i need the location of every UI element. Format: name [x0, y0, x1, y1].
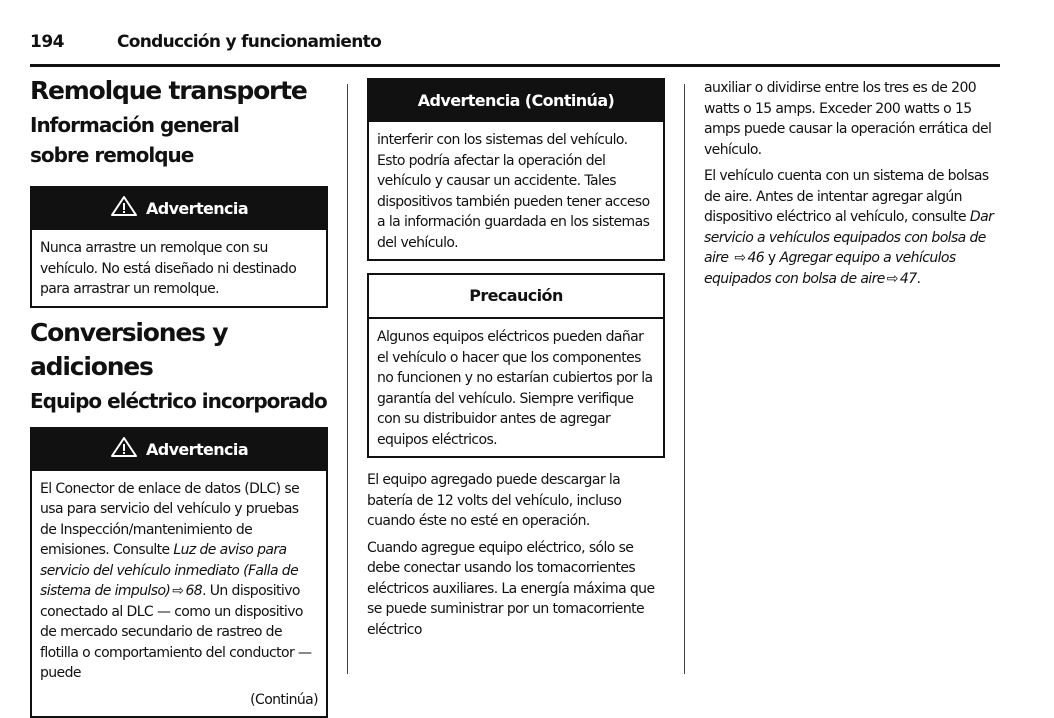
warning-triangle-icon [110, 195, 138, 217]
page-header [30, 30, 1000, 67]
heading-equipo-electrico: Equipo eléctrico incorporado [30, 386, 328, 416]
warning-box-dlc [30, 427, 328, 718]
page-ref-number[interactable]: 47 [900, 271, 917, 287]
page-ref-arrow-icon: ⇨ [887, 269, 898, 290]
warning-header: Advertencia (Continúa) [369, 80, 663, 122]
warning-title: Advertencia [146, 440, 248, 459]
caution-header: Precaución [369, 275, 663, 319]
page-ref-arrow-icon: ⇨ [734, 248, 745, 269]
section-title: Conducción y funcionamiento [117, 32, 381, 52]
paragraph-battery: El equipo agregado puede descargar la batería de 12 volts del vehículo, incluso cuando éste no esté en operación. [367, 470, 665, 532]
warning-body: Nunca arrastre un remolque con su vehículo. No está diseñado ni destinado para arrastrar un remolque. [32, 230, 326, 306]
warning-triangle-icon [110, 436, 138, 458]
column-divider [684, 84, 685, 674]
column-middle [367, 78, 665, 646]
column-right [704, 78, 1004, 295]
paragraph-text: El vehículo cuenta con un sistema de bolsas de aire. Antes de intentar agregar algún dispositivo eléctrico al vehículo, consulte [704, 168, 989, 225]
warning-header [32, 429, 326, 471]
heading-info-remolque: Información general sobre remolque [30, 110, 280, 170]
caution-body: Algunos equipos eléctricos pueden dañar el vehículo o hacer que los componentes no funcionen y no estarían cubiertos por la garantía del vehículo. Siempre verifique con su distribuidor antes de agregar equipos eléctricos. [369, 319, 663, 456]
warning-header [32, 188, 326, 230]
paragraph-watts: auxiliar o dividirse entre los tres es de 200 watts o 15 amps. Exceder 200 watts o 15 amps puede causar la operación errática del vehículo. [704, 78, 1004, 160]
page-number: 194 [30, 32, 64, 52]
continued-label: (Continúa) [40, 690, 318, 711]
page-ref-number[interactable]: 68 [185, 583, 202, 599]
paragraph-text: y [764, 250, 779, 266]
warning-body: interferir con los sistemas del vehículo. Esto podría afectar la operación del vehículo y causar un accidente. Tales dispositivos también pueden tener acceso a la información guardada en los sistemas del vehículo. [369, 122, 663, 259]
paragraph-airbags [704, 166, 1004, 289]
warning-body [32, 471, 326, 717]
warning-text: El Conector de enlace de datos (DLC) se usa para servicio del vehículo y pruebas de Inspección/mantenimiento de emisiones. Consulte [40, 481, 299, 559]
link-luz-aviso[interactable]: Luz de aviso para servicio del vehículo inmediato (Falla de sistema de impulso) [40, 542, 298, 599]
warning-box-continued [367, 78, 665, 261]
warning-box-towing [30, 186, 328, 308]
column-divider [347, 84, 348, 674]
link-dar-servicio[interactable]: Dar servicio a vehículos equipados con bolsa de aire [704, 209, 993, 266]
page-ref-number[interactable]: 46 [747, 250, 764, 266]
warning-text: . Un dispositivo conectado al DLC — como un dispositivo de mercado secundario de rastreo de flotilla o comportamiento del conductor — puede [40, 583, 311, 681]
page-ref-arrow-icon: ⇨ [172, 581, 183, 602]
paragraph-text: . [917, 271, 921, 287]
paragraph-tomacorrientes: Cuando agregue equipo eléctrico, sólo se debe conectar usando los tomacorrientes eléctricos auxiliares. La energía máxima que se puede suministrar por un tomacorriente eléctrico [367, 538, 665, 641]
caution-box [367, 273, 665, 458]
heading-conversiones: Conversiones y adiciones [30, 316, 328, 384]
heading-remolque: Remolque transporte [30, 74, 328, 108]
column-left [30, 74, 328, 718]
warning-title: Advertencia [146, 199, 248, 218]
link-agregar-equipo[interactable]: Agregar equipo a vehículos equipados con bolsa de aire [704, 250, 956, 287]
